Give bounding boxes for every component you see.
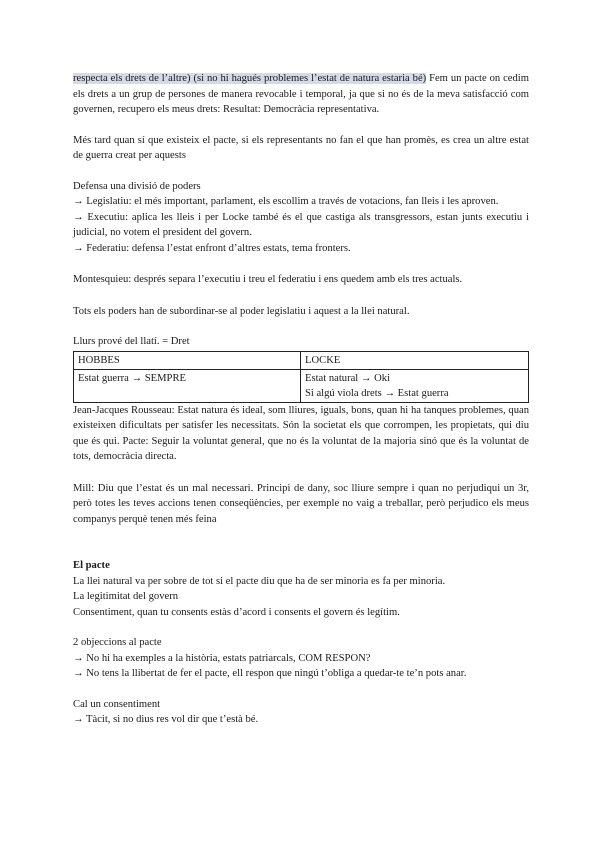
paragraph-montesquieu: Montesquieu: després separa l’executiu i treu el federatiu i ens quedem amb els tres actuals.: [73, 274, 463, 285]
pacte-line-3: Consentiment, quan tu consents estàs d’acord i consents el govern és legítim.: [73, 606, 400, 618]
paragraph-estat-guerra: Més tard quan sí que existeix el pacte, si els representants no fan el que han promès, es crea un altre estat de guerra creat per aquests: [73, 134, 529, 161]
consentiment-item: → Tàcit, si no dius res vol dir que t’està bé.: [73, 714, 259, 725]
division-item-federatiu: → Federatiu: defensa l’estat enfront d’altres estats, tema fronters.: [73, 242, 351, 254]
table-cell-locke-line-1: Estat natural → Oki: [305, 372, 391, 384]
table-cell-locke: [301, 369, 529, 402]
paragraph-poders: Tots els poders han de subordinar-se al poder legislatiu i aquest a la llei natural.: [73, 305, 410, 317]
document-page: [73, 71, 529, 728]
paragraph-llurs: Llurs prové del llatí. = Dret: [73, 336, 190, 347]
division-section: [73, 179, 529, 257]
pacte-section: [73, 558, 529, 620]
hobbes-locke-table: [73, 351, 529, 403]
table-cell-locke-line-2: Si algú viola drets → Estat guerra: [305, 387, 449, 399]
table-header-locke: LOCKE: [301, 351, 529, 369]
division-item-legislatiu: → Legislatiu: el més important, parlament, els escollim a través de votacions, fan lleis i les aproven.: [73, 196, 499, 207]
objeccions-item-1: → No hi ha exemples a la història, estats patriarcals, COM RESPON?: [73, 652, 371, 664]
consentiment-section: [73, 697, 529, 728]
objeccions-item-2: → No tens la llibertat de fer el pacte, ell respon que ningú t’obliga a quedar-te te’n pots anar.: [73, 668, 467, 679]
objeccions-title: 2 objeccions al pacte: [73, 637, 162, 648]
table-row: [74, 369, 529, 402]
consentiment-title: Cal un consentiment: [73, 698, 161, 710]
paragraph-mill: Mill: Diu que l’estat és un mal necessari. Principi de dany, soc lliure sempre i quan no perjudiqui un 3r, però totes les teves accions tenen conseqüències, per exemple no vaig a treballar, però perjudico els meus companys perquè tenen més feina: [73, 482, 529, 525]
paragraph-pacte-revocable: [73, 71, 529, 118]
division-title: Defensa una divisió de poders: [73, 180, 201, 192]
table-cell-hobbes: Estat guerra → SEMPRE: [74, 369, 301, 402]
pacte-line-1: La llei natural va per sobre de tot si el pacte diu que ha de ser minoria es fa per minoria.: [73, 575, 446, 587]
division-item-executiu: → Executiu: aplica les lleis i per Locke també és el que castiga als transgressors, estan junts executiu i judicial, no votem el president del govern.: [73, 211, 529, 238]
table-header-hobbes: HOBBES: [74, 351, 301, 369]
paragraph-rousseau: Jean-Jacques Rousseau: Estat natura és ideal, som lliures, iguals, bons, quan hi ha tanques problemes, quan existeixen dificultats per satisfer les necessitats. Són la societat els que corrompen, les propietats, qui diu que és qui. Pacte: Seguir la voluntat general, que no és la voluntat de la majoria sinó que és la voluntat de tots, democràcia directa.: [73, 404, 529, 462]
highlighted-text: respecta els drets de l’altre) (si no hi hagués problemes l’estat de natura estaria bé): [73, 73, 427, 84]
pacte-line-2: La legitimitat del govern: [73, 591, 179, 602]
objeccions-section: [73, 635, 529, 682]
paragraph-text: Fem un pacte on cedim els drets a un grup de persones de manera revocable i temporal, ja que si no és de la meva satisfacció com governen, recupero els meus drets: Resultat: Democràcia representativa.: [73, 73, 529, 115]
pacte-heading: El pacte: [73, 560, 110, 571]
table-header-row: [74, 351, 529, 369]
